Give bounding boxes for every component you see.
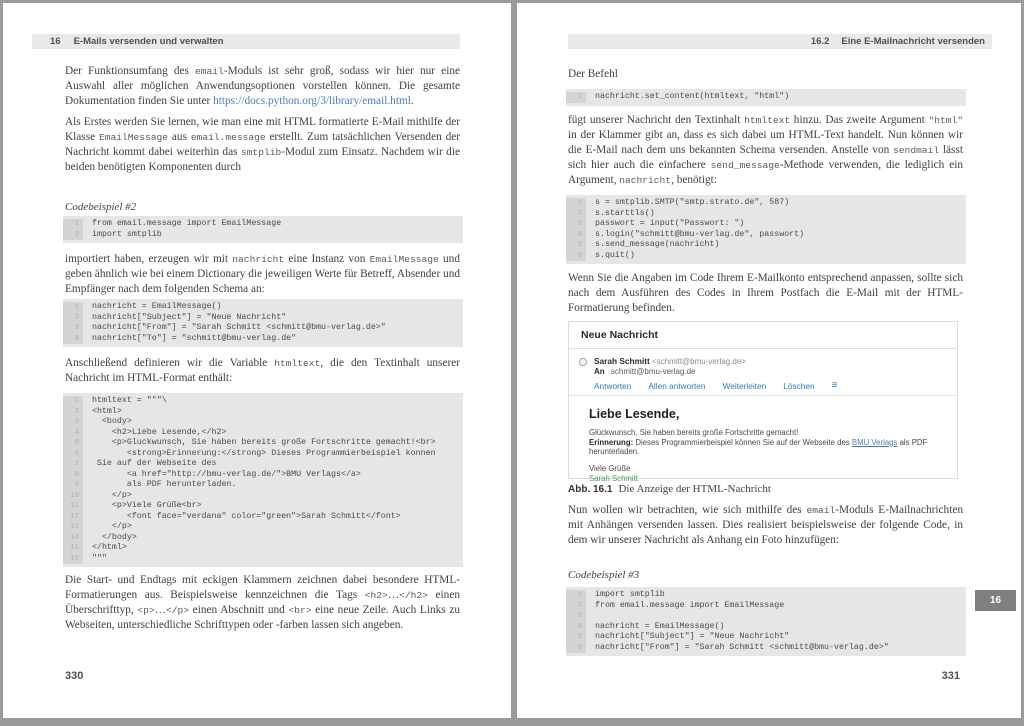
code-text: als PDF herunterladen. — [92, 480, 237, 489]
paragraph — [568, 271, 963, 316]
code-text: <p>Gluckwunsch, Sie haben bereits große Fortschritte gemacht!<br> — [92, 438, 436, 447]
code-text: passwort = input("Passwort: ") — [595, 219, 745, 228]
delete-action: Löschen — [783, 381, 815, 391]
line-number: 1 — [566, 92, 586, 103]
mail-action-bar — [594, 381, 837, 391]
inline-code: <h2> — [364, 590, 388, 601]
code-line — [63, 407, 463, 418]
text-run: , benötigt: — [671, 174, 717, 186]
inline-code: htmltext — [274, 358, 321, 369]
code-line — [566, 601, 966, 612]
text-run: Der Funktionsumfang des — [65, 65, 196, 77]
inline-code: sendmail — [893, 145, 940, 156]
mail-header-text — [594, 356, 837, 395]
code-text: s.login("schmitt@bmu-verlag.de", passwort) — [595, 229, 805, 239]
code-text: s.starttls() — [595, 208, 655, 218]
mail-closing: Viele Grüße — [589, 463, 631, 473]
inline-code: nachricht — [232, 254, 285, 265]
code-text: nachricht.set_content(htmltext, "html") — [595, 92, 790, 101]
code-text: import smtplib — [92, 229, 162, 239]
code-line — [63, 219, 463, 230]
code-line — [63, 512, 463, 523]
line-number: 9 — [63, 480, 83, 491]
text-run: . — [410, 95, 414, 107]
text-run: in der Klammer gibt an, dass es sich dabei um HTML-Text handelt. Nun können wir die E-Mail nach dem uns bekannten Schema versenden. Anstelle von — [568, 129, 963, 156]
mail-header-area — [569, 349, 957, 395]
line-number: 3 — [63, 417, 83, 428]
sender-avatar-circle-icon — [579, 358, 587, 366]
paragraph — [65, 252, 460, 297]
line-number: 16 — [63, 554, 83, 565]
text-run: Anschließend definieren wir die Variable — [65, 357, 275, 369]
chapter-header-bar — [32, 34, 460, 49]
line-number: 4 — [63, 334, 83, 345]
paragraph — [568, 113, 963, 188]
figure-caption-text: Die Anzeige der HTML-Nachricht — [618, 483, 771, 495]
line-number: 1 — [63, 396, 83, 407]
paragraph — [568, 67, 963, 82]
code-text: <body> — [92, 417, 132, 426]
code-line — [566, 251, 966, 262]
inline-code: htmltext — [744, 115, 791, 126]
text-run: eine neue Zeile. Auch Links zu Webseiten, unterschiedliche Schrifttypen oder -farben lassen sich angeben. — [65, 604, 460, 631]
code-text: nachricht = EmailMessage() — [595, 621, 725, 631]
code-line — [63, 438, 463, 449]
text-run: einen Abschnitt und — [189, 604, 289, 616]
text-run: und geben ähnlich wie bei einem Dictionary die jeweiligen Werte für Betreff, Absender und Empfänger nach dem folgenden Schema an: — [65, 253, 460, 295]
line-number: 12 — [63, 512, 83, 523]
paragraph — [568, 503, 963, 548]
mail-to-row — [594, 367, 837, 376]
code-line — [566, 240, 966, 251]
code-block — [566, 89, 966, 106]
line-number: 4 — [566, 230, 586, 241]
code-block — [63, 299, 463, 347]
inline-code: EmailMessage — [369, 254, 439, 265]
code-text: nachricht["Subject"] = "Neue Nachricht" — [92, 312, 287, 322]
code-line — [63, 396, 463, 407]
line-number: 1 — [63, 219, 83, 230]
mail-greeting: Liebe Lesende, — [589, 407, 680, 421]
line-number: 4 — [566, 622, 586, 633]
code-text: </html> — [92, 543, 127, 552]
code-caption: Codebeispiel #2 — [65, 201, 137, 213]
code-line — [63, 459, 463, 470]
text-run: Wenn Sie die Angaben im Code Ihrem E-Mailkonto entsprechend anpassen, sollte sich nach dem Ausführen des Codes in Ihrem Postfach die E-Mail mit der HTML-Formatierung befinden. — [568, 272, 963, 314]
mail-body-line — [589, 438, 957, 457]
inline-code: </p> — [165, 605, 189, 616]
text-run: … — [154, 604, 166, 616]
line-number: 1 — [63, 302, 83, 313]
email-screenshot-figure — [568, 321, 958, 483]
code-line — [63, 491, 463, 502]
code-text: <p>Viele Grüße<br> — [92, 501, 202, 510]
sender-name: Sarah Schmitt — [594, 356, 650, 366]
hyperlink[interactable]: https://docs.python.org/3/library/email.html — [213, 95, 411, 107]
text-run: -Methode verwenden, die lediglich ein Argument, — [568, 159, 963, 186]
line-number: 3 — [63, 323, 83, 334]
paragraph — [65, 115, 460, 175]
line-number: 14 — [63, 533, 83, 544]
line-number: 10 — [63, 491, 83, 502]
code-line — [566, 632, 966, 643]
line-number: 2 — [63, 407, 83, 418]
chapter-title: E-Mails versenden und verwalten — [73, 36, 224, 47]
text-run: einen Überschrifttyp, — [65, 589, 460, 616]
to-label: An — [594, 367, 605, 376]
text-run: Als Erstes werden Sie lernen, wie man eine mit HTML formatierte E-Mail mithilfe der Klasse — [65, 116, 460, 143]
code-line — [63, 533, 463, 544]
line-number: 13 — [63, 522, 83, 533]
line-number: 3 — [566, 611, 586, 622]
page-number: 330 — [65, 670, 84, 682]
chapter-tab: 16 — [975, 590, 1016, 611]
code-line — [566, 230, 966, 241]
code-text: </body> — [92, 532, 137, 542]
text-run: lässt sich hier auch die einfachere — [568, 144, 963, 171]
code-block — [63, 216, 463, 243]
code-text: nachricht["To"] = "schmitt@bmu-verlag.de" — [92, 333, 297, 343]
code-text: <html> — [92, 406, 122, 416]
code-text: nachricht["From"] = "Sarah Schmitt <schmitt@bmu-verlag.de>" — [92, 323, 386, 332]
code-line — [63, 313, 463, 324]
paragraph — [65, 356, 460, 386]
to-address: schmitt@bmu-verlag.de — [610, 367, 696, 376]
paragraph — [65, 64, 460, 109]
book-page-left — [3, 3, 511, 718]
code-text: htmltext = """\ — [92, 396, 167, 405]
inline-code: <br> — [288, 605, 312, 616]
code-text: from email.message import EmailMessage — [92, 219, 282, 228]
code-text: </p> — [92, 490, 132, 500]
section-number: 16.2 — [810, 36, 830, 47]
line-number: 15 — [63, 543, 83, 554]
code-line — [566, 622, 966, 633]
inline-code: send_message — [710, 160, 780, 171]
code-line — [566, 198, 966, 209]
text-run: -Modul zum Einsatz. Nachdem wir die beiden benötigten Komponenten durch — [65, 146, 460, 173]
figure-caption-label: Abb. 16.1 — [568, 484, 613, 495]
line-number: 2 — [63, 313, 83, 324]
code-text: nachricht["Subject"] = "Neue Nachricht" — [595, 632, 790, 641]
code-line — [566, 92, 966, 103]
inline-code: </h2> — [399, 590, 428, 601]
code-text: from email.message import EmailMessage — [595, 600, 785, 610]
line-number: 3 — [566, 219, 586, 230]
code-text: """ — [92, 553, 107, 563]
bmu-verlag-link: BMU Verlags — [851, 437, 898, 447]
inline-code: smtplib — [240, 147, 282, 158]
line-number: 2 — [63, 230, 83, 241]
text-run: erstellt. Zum tatsächlichen Versenden der Nachricht kommt dabei weiterhin das — [65, 131, 460, 158]
line-number: 1 — [566, 590, 586, 601]
code-line — [63, 543, 463, 554]
code-line — [63, 501, 463, 512]
line-number: 5 — [566, 632, 586, 643]
code-line — [63, 428, 463, 439]
text-run: Der Befehl — [568, 68, 618, 80]
page-number: 331 — [941, 670, 960, 682]
text-run: Nun wollen wir betrachten, wie sich mithilfe des — [568, 504, 807, 516]
text-run: -Moduls E-Mailnachrichten mit Anhängen versenden lassen. Dies realisiert beispielsweise der folgende Code, in dem wir unserer Nachricht als Anhang ein Foto hinzufügen: — [568, 504, 963, 546]
code-line — [63, 417, 463, 428]
code-line — [63, 302, 463, 313]
code-text: nachricht["From"] = "Sarah Schmitt <schmitt@bmu-verlag.de>" — [595, 642, 889, 652]
chapter-number: 16 — [50, 36, 61, 47]
mail-body — [569, 395, 957, 483]
code-line — [566, 611, 966, 622]
code-text: s.quit() — [595, 250, 635, 260]
code-text: <strong>Erinnerung:</strong> Dieses Programmierbeispiel konnen — [92, 448, 436, 458]
code-line — [63, 554, 463, 565]
line-number: 6 — [566, 643, 586, 654]
reminder-label: Erinnerung: — [589, 437, 634, 447]
code-caption: Codebeispiel #3 — [568, 569, 640, 581]
code-line — [63, 323, 463, 334]
code-text: Sie auf der Webseite des — [92, 459, 217, 468]
text-run: , die den Textinhalt unserer Nachricht im HTML-Format enthält: — [65, 357, 460, 384]
figure-caption — [568, 483, 771, 495]
mail-window-title: Neue Nachricht — [569, 322, 957, 349]
code-line — [63, 230, 463, 241]
inline-code: email — [806, 505, 836, 516]
text-run: importiert haben, erzeugen wir mit — [65, 253, 233, 265]
text-run: -Moduls ist sehr groß, sodass wir hier nur eine Auswahl aller möglichen Anwendungsoptionen vorstellen können. Die gesamte Dokumentation finden Sie unter — [65, 65, 460, 107]
code-line — [566, 219, 966, 230]
menu-icon: ≡ — [831, 380, 838, 391]
code-line — [63, 522, 463, 533]
paragraph — [65, 573, 460, 633]
code-line — [566, 209, 966, 220]
reply-action: Antworten — [594, 381, 632, 391]
code-text: s = smtplib.SMTP("smtp.strato.de", 587) — [595, 198, 790, 207]
code-block — [63, 393, 463, 567]
line-number: 5 — [566, 240, 586, 251]
code-line — [63, 334, 463, 345]
text-run: aus — [168, 131, 191, 143]
line-number: 11 — [63, 501, 83, 512]
inline-code: <p> — [137, 605, 155, 616]
code-block — [566, 195, 966, 264]
line-number: 2 — [566, 601, 586, 612]
inline-code: EmailMessage — [98, 132, 169, 143]
mail-body-line: Glückwunsch, Sie haben bereits große Fortschritte gemacht! — [589, 428, 799, 437]
line-number: 4 — [63, 428, 83, 439]
code-block — [566, 587, 966, 656]
line-number: 6 — [566, 251, 586, 262]
code-line — [63, 480, 463, 491]
code-line — [63, 449, 463, 460]
text-run: fügt unserer Nachricht den Textinhalt — [568, 114, 745, 126]
code-text: <font face="verdana" color="green">Sarah Schmitt</font> — [92, 511, 401, 521]
mail-from-row — [594, 356, 837, 366]
code-line — [566, 643, 966, 654]
code-line — [566, 590, 966, 601]
code-line — [63, 470, 463, 481]
line-number: 8 — [63, 470, 83, 481]
code-text — [586, 611, 595, 622]
inline-code: nachricht — [619, 175, 672, 186]
inline-code: "html" — [928, 115, 963, 126]
text-run: Die Start- und Endtags mit eckigen Klammern zeichnen dabei besondere HTML-Formatierungen aus. Beispielsweise kennzeichnen die Tags — [65, 574, 460, 601]
text-run: hinzu. Das zweite Argument — [790, 114, 929, 126]
code-text: s.send_message(nachricht) — [595, 240, 720, 249]
code-text: <h2>Liebe Lesende,</h2> — [92, 427, 227, 437]
code-text: nachricht = EmailMessage() — [92, 302, 222, 311]
inline-code: email — [195, 66, 224, 77]
code-text: import smtplib — [595, 590, 665, 599]
sender-address: <schmitt@bmu-verlag.de> — [652, 357, 746, 366]
line-number: 6 — [63, 449, 83, 460]
text-run: eine Instanz von — [284, 253, 370, 265]
inline-code: email.message — [190, 132, 266, 143]
reply-all-action: Allen antworten — [648, 381, 706, 391]
section-header-bar — [568, 34, 992, 49]
mail-signature: Sarah Schmitt — [589, 473, 638, 483]
code-text: </p> — [92, 522, 132, 531]
code-text: <a href="http://bmu-verlag.de/">BMU Verlags</a> — [92, 469, 361, 479]
reminder-text: als PDF herunterladen. — [589, 437, 928, 456]
reminder-text: Dieses Programmierbeispiel können Sie auf der Webseite des — [633, 437, 852, 447]
line-number: 1 — [566, 198, 586, 209]
line-number: 7 — [63, 459, 83, 470]
line-number: 5 — [63, 438, 83, 449]
line-number: 2 — [566, 209, 586, 220]
forward-action: Weiterleiten — [722, 381, 767, 391]
book-page-right — [517, 3, 1021, 718]
section-title: Eine E-Mailnachricht versenden — [841, 36, 985, 47]
text-run: … — [387, 589, 400, 601]
